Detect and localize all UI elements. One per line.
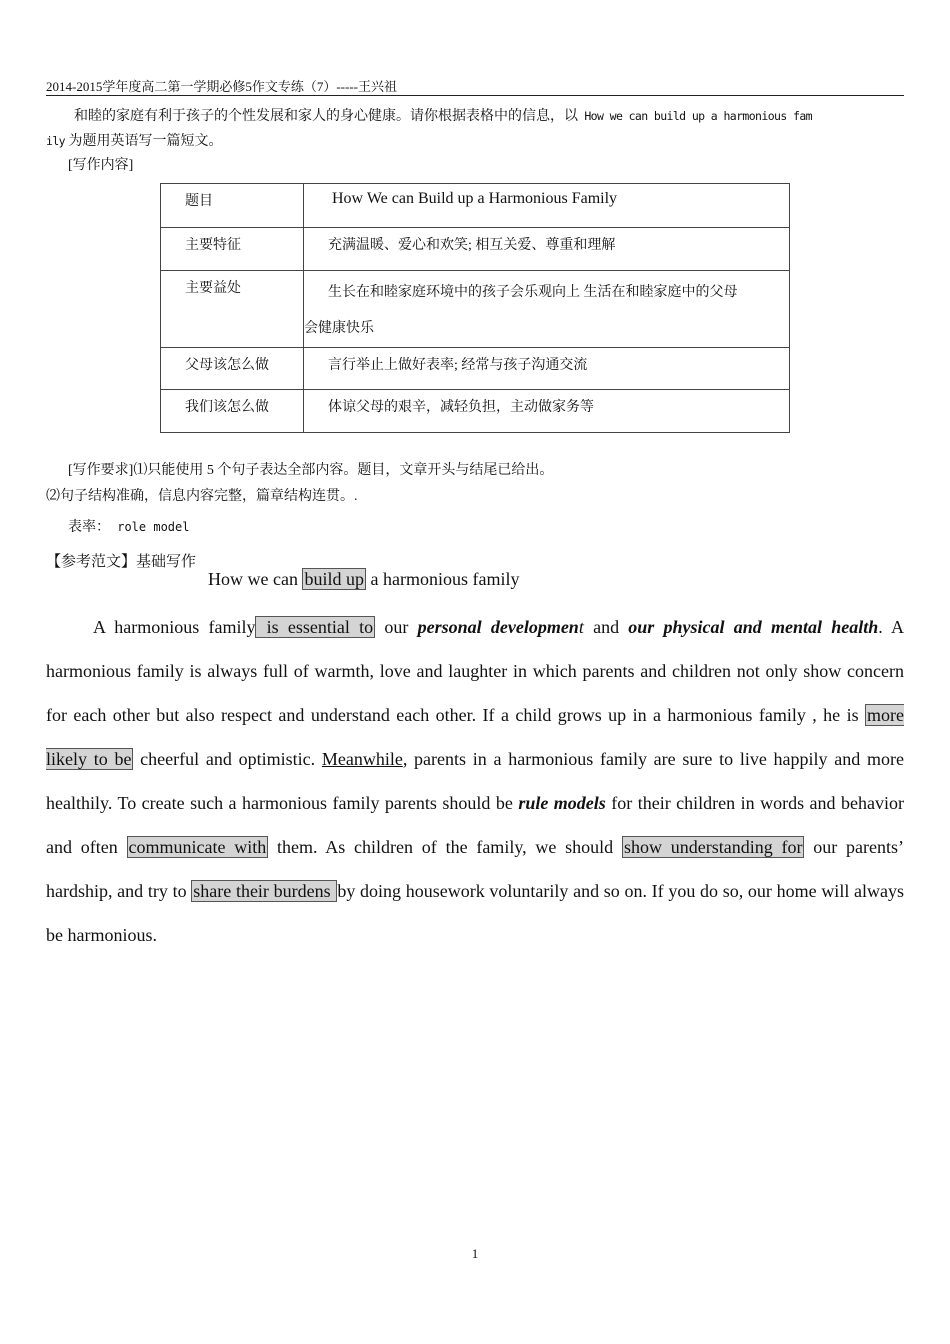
highlighted-phrase: show understanding for <box>623 837 803 857</box>
hint-value: role model <box>110 520 190 534</box>
intro-text: 和睦的家庭有利于孩子的个性发展和家人的身心健康。请你根据表格中的信息，以 <box>74 109 578 124</box>
requirement-text: 句子结构准确，信息内容完整，篇章结构连贯。. <box>60 489 358 504</box>
task-table <box>160 183 790 433</box>
highlighted-phrase: more likely to be <box>46 705 904 769</box>
emphasized-phrase: personal developmen <box>417 617 579 637</box>
reference-label: 【参考范文】基础写作 <box>46 554 197 570</box>
requirements-label: [写作要求] <box>68 463 134 478</box>
requirement-number: ⑴ <box>133 463 148 478</box>
table-row <box>161 271 790 348</box>
table-key: 主要益处 <box>161 271 304 348</box>
hint-label: 表率： <box>68 520 110 535</box>
page-header-title: 2014-2015学年度高二第一学期必修5作文专练（7）-----王兴祖 <box>46 79 397 94</box>
essay-text: them. As children of the family, we should <box>268 837 622 857</box>
table-value <box>304 271 790 348</box>
table-value <box>304 184 790 228</box>
table-key: 我们该怎么做 <box>161 390 304 433</box>
essay-text: . A harmonious family is always full of warmth, love and laughter in which parents and children not only show concern for each other but also respect and understand each other. If a child grows up in a harmonious family , he is <box>46 617 905 725</box>
table-row <box>161 390 790 433</box>
emphasized-letter: t <box>578 617 584 637</box>
intro-text-after: 为题用英语写一篇短文。 <box>64 134 223 149</box>
highlighted-phrase: communicate with <box>128 837 267 857</box>
table-value: 体谅父母的艰辛，减轻负担，主动做家务等 <box>304 390 790 433</box>
essay-title-text: a harmonious family <box>365 569 520 589</box>
essay-paragraph <box>46 605 904 957</box>
requirement-text: 只能使用 5 个句子表达全部内容。题目，文章开头与结尾已给出。 <box>147 463 554 478</box>
essay-title-text: How we can <box>208 569 303 589</box>
emphasized-phrase: our physical and mental health <box>628 617 879 637</box>
table-value: 言行举止上做好表率; 经常与孩子沟通交流 <box>304 348 790 390</box>
intro-paragraph <box>46 104 904 154</box>
emphasized-phrase: rule models <box>518 793 606 813</box>
highlighted-phrase: is essential to <box>257 617 374 637</box>
table-row <box>161 228 790 271</box>
requirement-number: ⑵ <box>46 489 60 504</box>
essay-text: A harmonious family <box>93 617 256 637</box>
table-value: 充满温暖、爱心和欢笑; 相互关爱、尊重和理解 <box>304 228 790 271</box>
table-value-line: 生长在和睦家庭环境中的孩子会乐观向上 生活在和睦家庭中的父母 <box>328 285 738 300</box>
table-row <box>161 184 790 228</box>
table-key: 主要特征 <box>161 228 304 271</box>
highlighted-phrase: build up <box>304 569 364 589</box>
page-number: 1 <box>471 1246 479 1261</box>
essay-text: our <box>375 617 418 637</box>
table-value-text: How We can Build up a Harmonious Family <box>332 190 618 207</box>
content-label: [写作内容] <box>68 158 134 173</box>
intro-topic: How we can build up a harmonious fam <box>578 109 812 123</box>
intro-topic-continued: ily <box>46 134 65 148</box>
essay-text: and <box>583 617 629 637</box>
table-key: 题目 <box>161 184 304 228</box>
essay-text: by doing housework voluntarily and so on. If you do so, our home will always be harmonious. <box>46 881 904 945</box>
header-divider <box>46 95 904 96</box>
table-key: 父母该怎么做 <box>161 348 304 390</box>
table-row <box>161 348 790 390</box>
underlined-word: Meanwhile <box>321 749 403 769</box>
essay-title <box>208 569 519 590</box>
essay-text: for their children in words and behavior and often <box>46 793 904 857</box>
essay-body <box>46 605 904 957</box>
writing-requirements <box>46 458 554 541</box>
essay-text: our parents’ hardship, and try to <box>46 837 904 901</box>
essay-text: , parents in a harmonious family are sure to live happily and more healthily. To create such a harmonious family parents should be <box>46 749 904 813</box>
essay-text: cheerful and optimistic. <box>133 749 322 769</box>
highlighted-phrase: share their burdens <box>193 881 336 901</box>
table-value-line: 会健康快乐 <box>304 321 374 336</box>
